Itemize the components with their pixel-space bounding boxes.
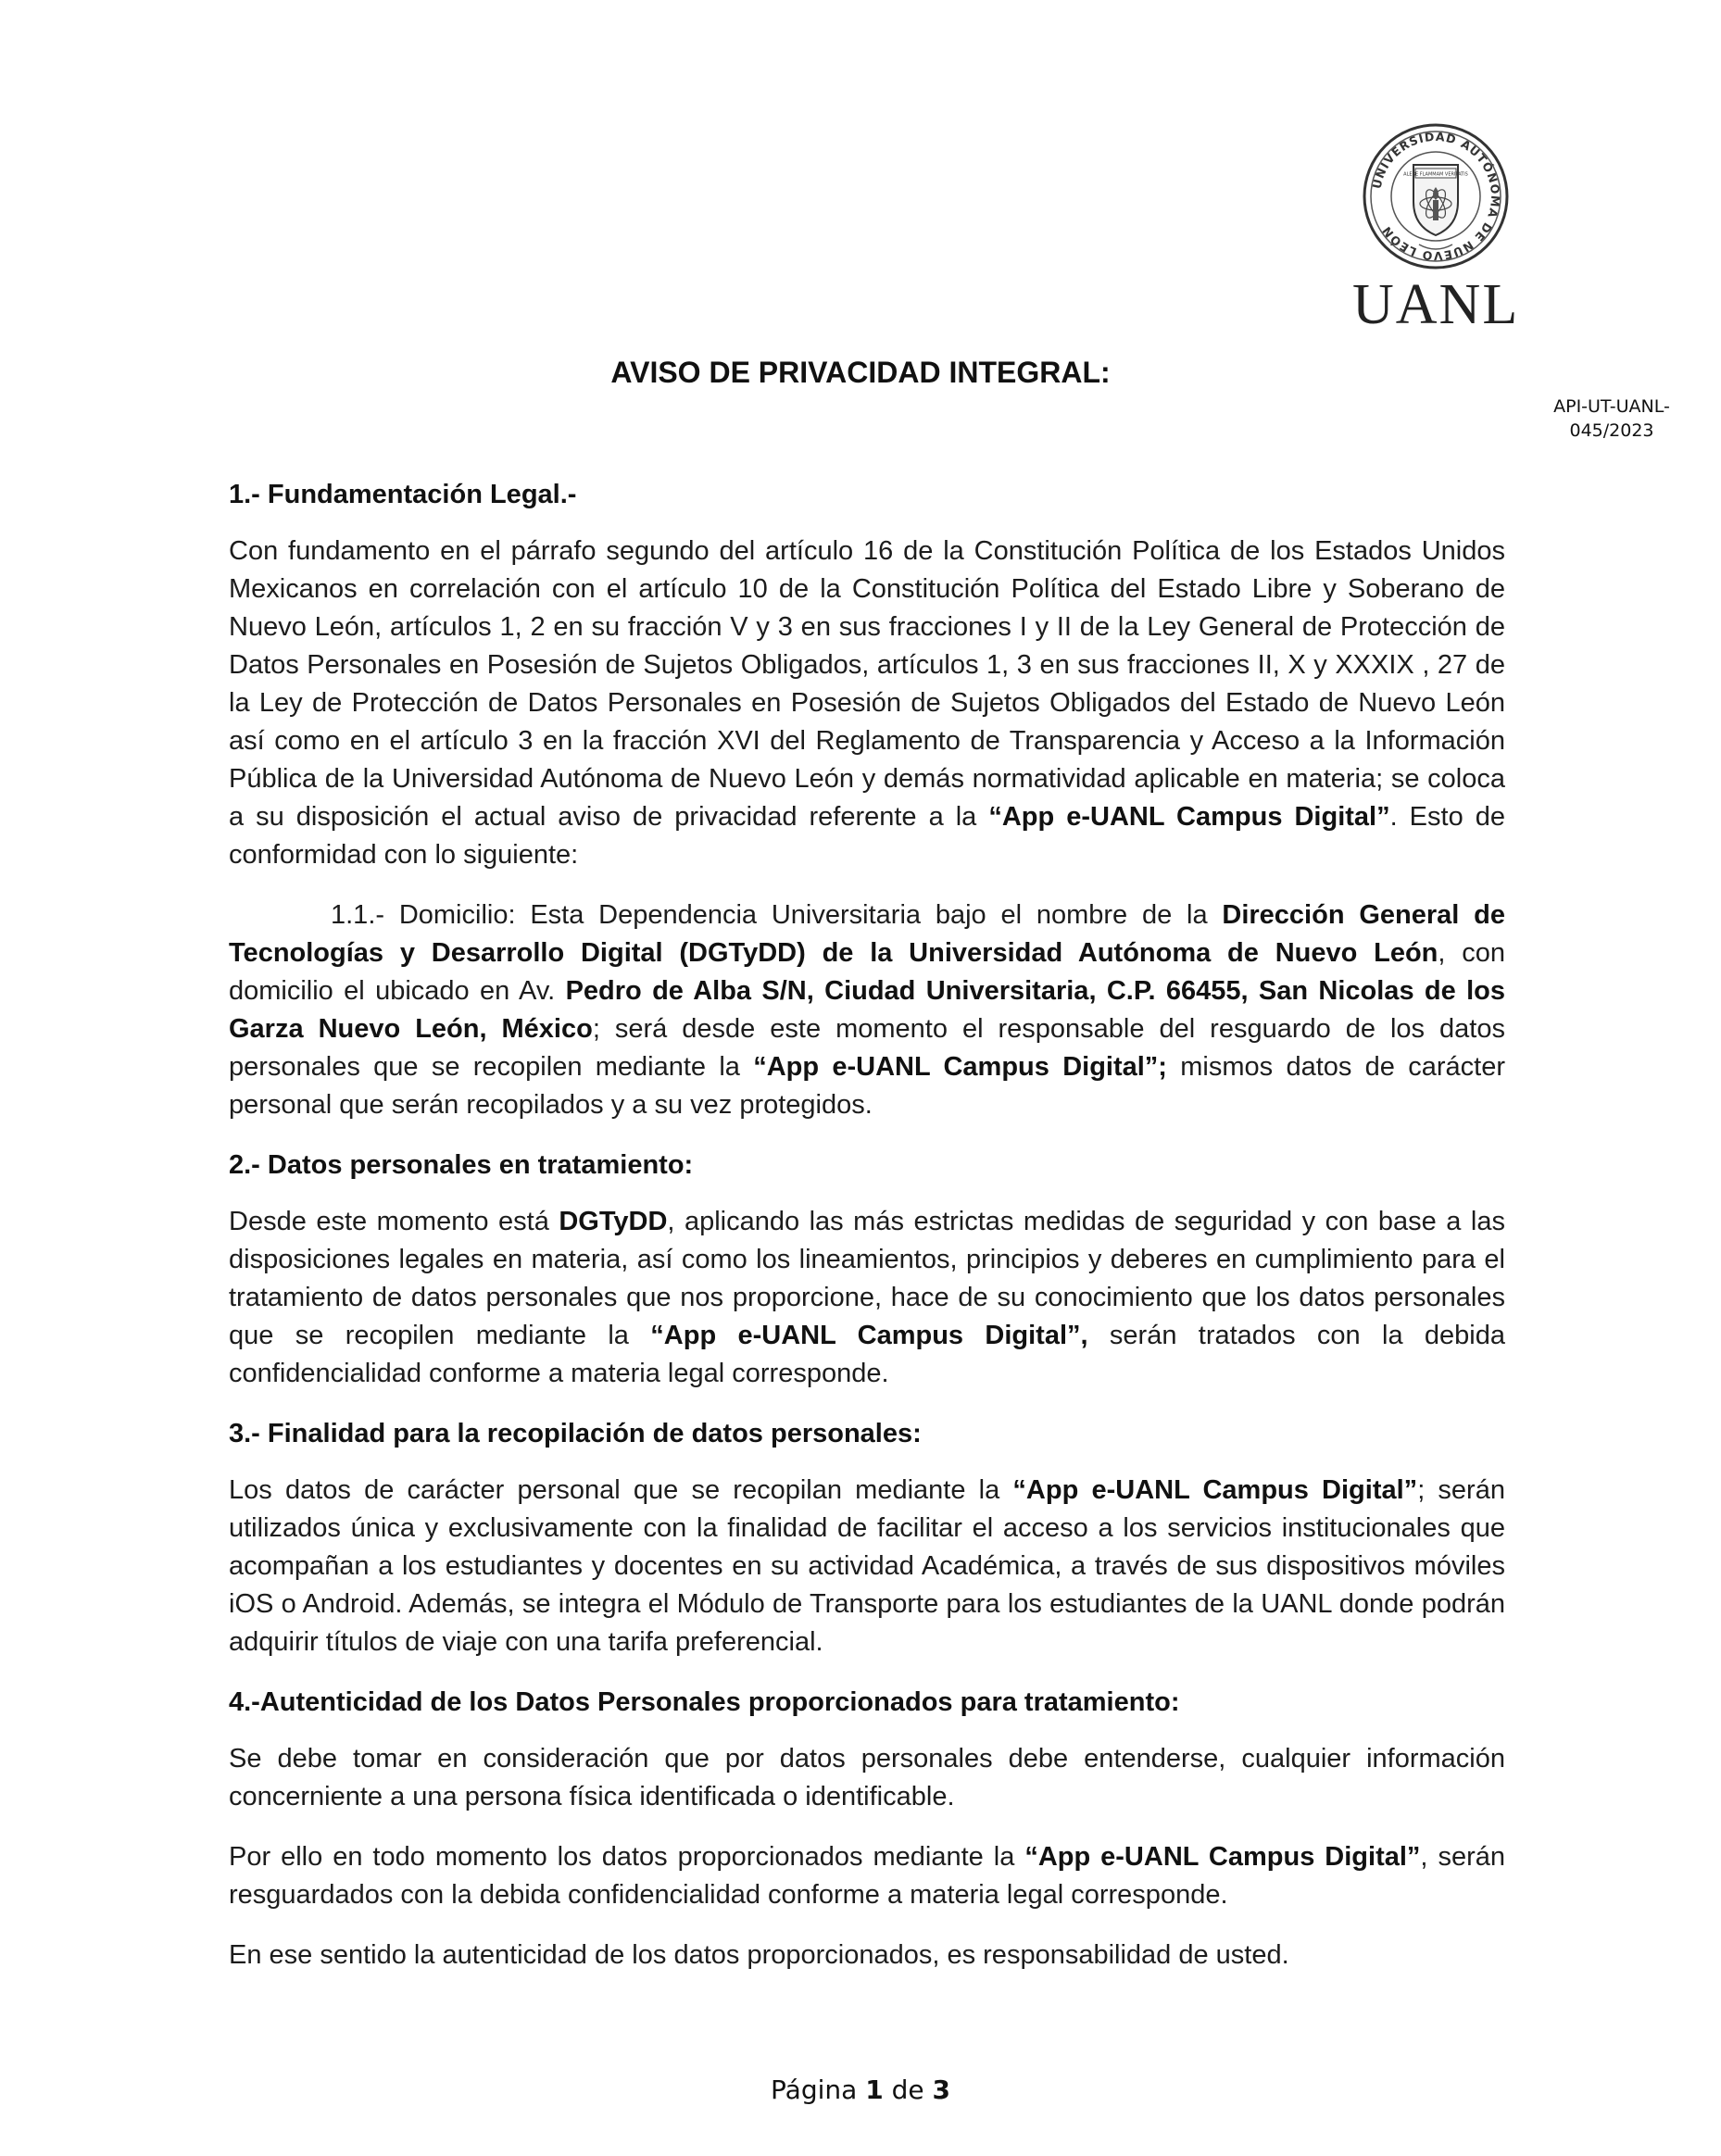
text-span: 1.1.- Domicilio: Esta Dependencia Universitaria bajo el nombre de la <box>331 900 1223 930</box>
page-current: 1 <box>865 2075 884 2105</box>
uanl-seal-icon <box>1362 122 1510 270</box>
section-3-heading: 3.- Finalidad para la recopilación de datos personales: <box>229 1419 922 1448</box>
text-span: En ese sentido la autenticidad de los datos proporcionados, es responsabilidad de usted. <box>229 1940 1289 1970</box>
section-1-paragraph-1 <box>229 533 1505 874</box>
bold-span: Pedro de Alba S/N, Ciudad Universitaria, C.P. 66455, San Nicolas de los Garza Nuevo León, México <box>229 976 1505 1044</box>
section-1-heading: 1.- Fundamentación Legal.- <box>229 480 577 509</box>
document-body <box>229 476 1505 1974</box>
section-3-paragraph-1 <box>229 1472 1505 1661</box>
text-span: . Esto de conformidad con lo siguiente: <box>229 802 1505 870</box>
page-total: 3 <box>932 2075 950 2105</box>
text-span: , aplicando las más estrictas medidas de seguridad y con base a las disposiciones legales en materia, así como los lineamientos, principios y deberes en cumplimiento para el tratamiento de datos personales que nos proporcione, hace de su conocimiento que los datos personales que se recopilen mediante la <box>229 1207 1505 1350</box>
section-4-heading: 4.-Autenticidad de los Datos Personales proporcionados para tratamiento: <box>229 1687 1180 1717</box>
text-span: mismos datos de carácter personal que serán recopilados y a su vez protegidos. <box>229 1052 1505 1120</box>
text-span: Por ello en todo momento los datos proporcionados mediante la <box>229 1842 1025 1872</box>
text-span: , con domicilio el ubicado en Av. <box>229 938 1505 1006</box>
bold-span: DGTyDD <box>559 1207 668 1236</box>
text-span: Los datos de carácter personal que se recopilan mediante la <box>229 1475 1013 1505</box>
page-word: Página <box>771 2075 858 2105</box>
seal-banner-text: ALERE FLAMMAM VERITATIS <box>1403 171 1468 178</box>
section-4-paragraph-2 <box>229 1838 1505 1914</box>
section-4-paragraph-1 <box>229 1740 1505 1816</box>
section-1-paragraph-2 <box>229 896 1505 1124</box>
bold-span: “App e-UANL Campus Digital”, <box>650 1321 1088 1350</box>
text-span: Se debe tomar en consideración que por datos personales debe entenderse, cualquier información concerniente a una persona física identificada o identificable. <box>229 1744 1505 1811</box>
text-span: , serán resguardados con la debida confidencialidad conforme a materia legal corresponde. <box>229 1842 1505 1910</box>
section-2-paragraph-1 <box>229 1203 1505 1393</box>
text-span: serán tratados con la debida confidencialidad conforme a materia legal corresponde. <box>229 1321 1506 1388</box>
bold-span: Dirección General de Tecnologías y Desarrollo Digital (DGTyDD) de la Universidad Autónoma de Nuevo León <box>229 900 1505 968</box>
section-2-heading: 2.- Datos personales en tratamiento: <box>229 1150 694 1180</box>
text-span: ; será desde este momento el responsable del resguardo de los datos personales que se recopilen mediante la <box>229 1014 1505 1082</box>
text-span: Desde este momento está <box>229 1207 559 1236</box>
bold-span: “App e-UANL Campus Digital” <box>988 802 1390 832</box>
page-footer <box>0 2075 1721 2105</box>
bold-span: “App e-UANL Campus Digital”; <box>753 1052 1167 1082</box>
brand-wordmark: UANL <box>1352 273 1520 336</box>
header-logo <box>1352 122 1520 336</box>
bold-span: “App e-UANL Campus Digital” <box>1012 1475 1418 1505</box>
seal-ring-text: UNIVERSIDAD AUTÓNOMA DE NUEVO LEÓN <box>1369 129 1503 264</box>
text-span: Con fundamento en el párrafo segundo del artículo 16 de la Constitución Política de los Estados Unidos Mexicanos en correlación con el artículo 10 de la Constitución Política del Estado Libre y Soberano de Nuevo León, artículos 1, 2 en su fracción V y 3 en sus fracciones I y II de la Ley General de Protección de Datos Personales en Posesión de Sujetos Obligados, artículos 1, 3 en sus fracciones II, X y XXXIX , 27 de la Ley de Protección de Datos Personales en Posesión de Sujetos Obligados del Estado de Nuevo León así como en el artículo 3 en la fracción XVI del Reglamento de Transparencia y Acceso a la Información Pública de la Universidad Autónoma de Nuevo León y demás normatividad aplicable en materia; se coloca a su disposición el actual aviso de privacidad referente a la <box>229 536 1505 832</box>
text-span: ; serán utilizados única y exclusivamente con la finalidad de facilitar el acceso a los servicios institucionales que acompañan a los estudiantes y docentes en su actividad Académica, a través de sus dispositivos móviles iOS o Android. Además, se integra el Módulo de Transporte para los estudiantes de la UANL donde podrán adquirir títulos de viaje con una tarifa preferencial. <box>229 1475 1505 1657</box>
document-title: AVISO DE PRIVACIDAD INTEGRAL: <box>610 356 1111 389</box>
of-word: de <box>891 2075 924 2105</box>
bold-span: “App e-UANL Campus Digital” <box>1024 1842 1421 1872</box>
document-code-line-1: API-UT-UANL- <box>1553 396 1670 417</box>
document-code <box>1538 395 1686 443</box>
document-code-line-2: 045/2023 <box>1569 420 1654 441</box>
section-4-paragraph-3 <box>229 1937 1505 1974</box>
